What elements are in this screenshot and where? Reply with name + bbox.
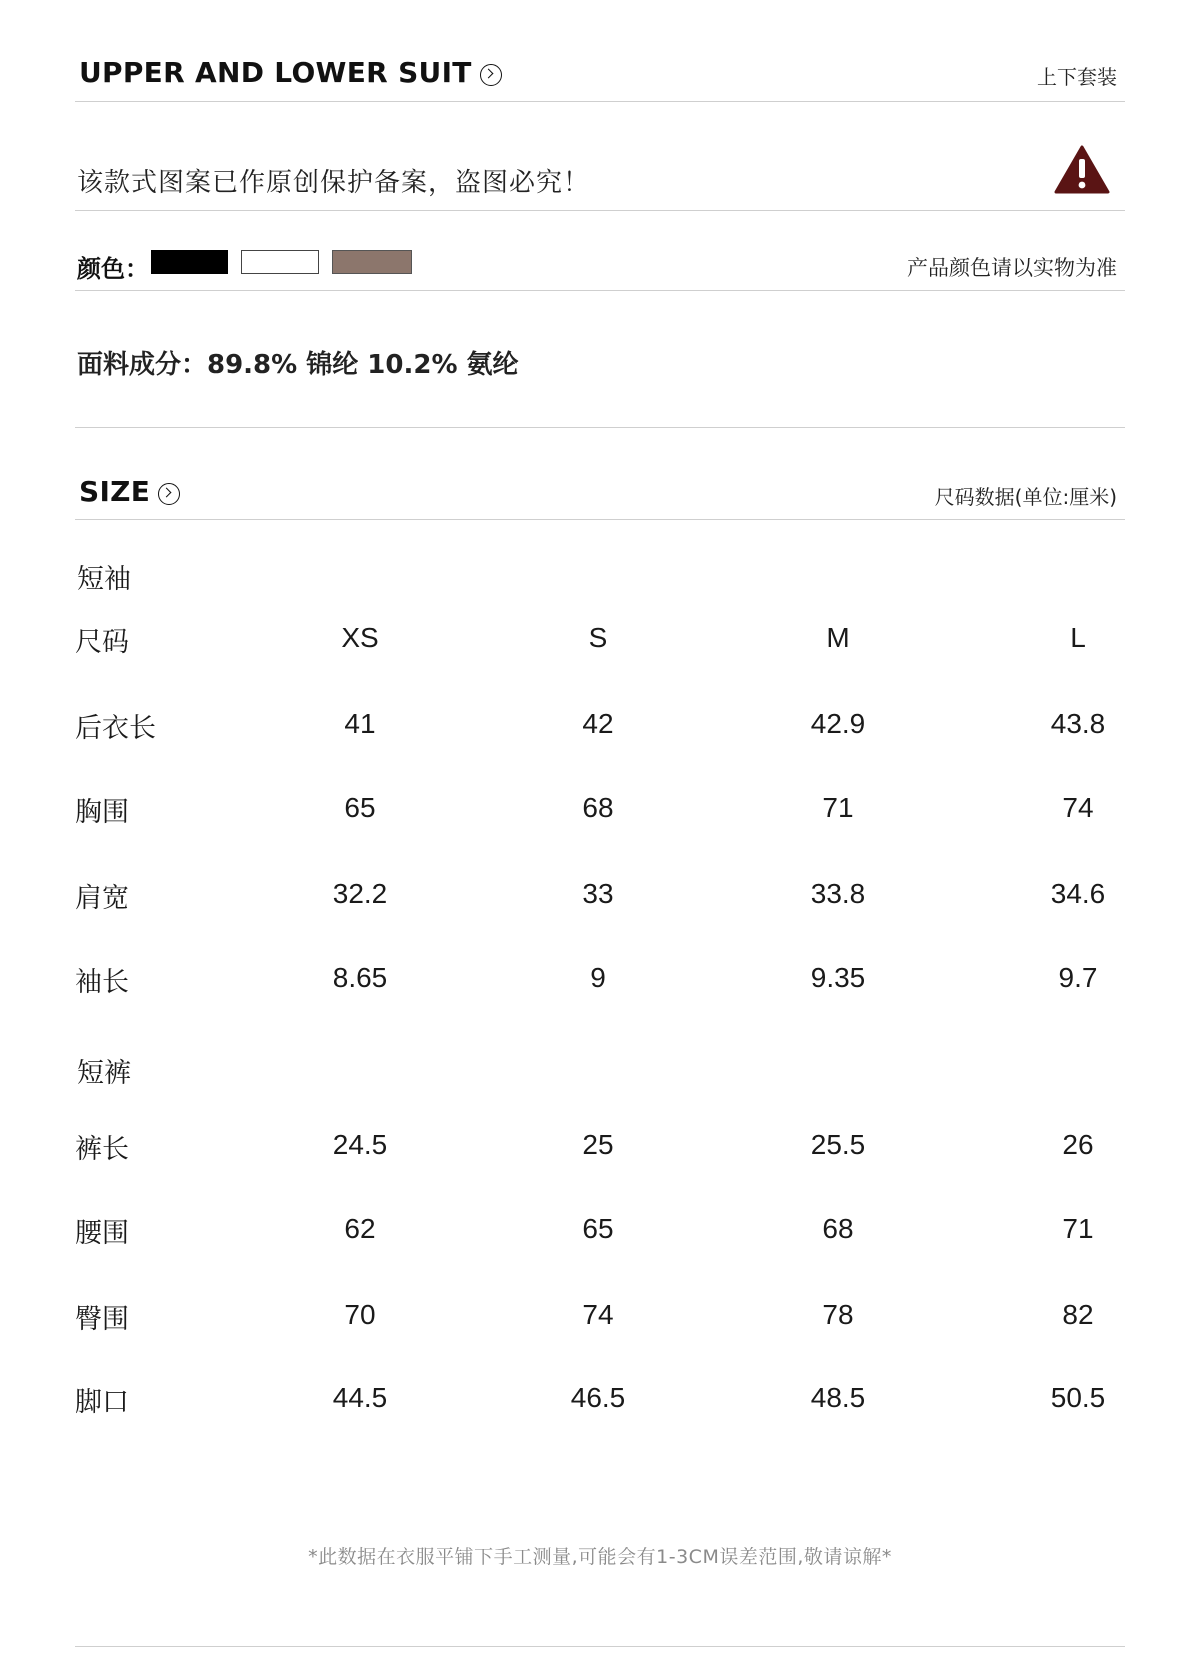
- size-value-cell: 34.6: [1050, 878, 1106, 909]
- suit-note: 上下套装: [1037, 65, 1117, 89]
- table-row: [75, 1380, 1125, 1420]
- size-value-cell: 68: [822, 1213, 854, 1244]
- footnote: *此数据在衣服平铺下手工测量,可能会有1-3CM误差范围,敬请谅解*: [308, 1546, 892, 1568]
- size-value-cell: 65: [582, 1213, 614, 1244]
- size-value-cell: 48.5: [810, 1382, 866, 1413]
- size-column-label: 尺码: [75, 627, 129, 658]
- size-title: SIZE: [79, 475, 151, 508]
- size-value-cell: 50.5: [1050, 1382, 1106, 1413]
- row-label: 肩宽: [75, 883, 129, 914]
- unit-note: 尺码数据(单位:厘米): [934, 485, 1117, 509]
- size-heading-cell: M: [826, 622, 850, 653]
- table-row: [75, 1211, 1125, 1251]
- page-title: UPPER AND LOWER SUIT: [79, 56, 472, 89]
- size-value-cell: 62: [344, 1213, 376, 1244]
- size-value-cell: 71: [822, 792, 854, 823]
- color-note: 产品颜色请以实物为准: [907, 256, 1117, 280]
- size-value-cell: 42: [582, 708, 614, 739]
- color-swatch-black[interactable]: [151, 250, 228, 274]
- header: [79, 56, 1119, 96]
- row-label: 腰围: [75, 1218, 129, 1249]
- size-heading-cell: S: [588, 622, 608, 653]
- table-row: [75, 876, 1125, 916]
- copyright-notice: 该款式图案已作原创保护备案，盗图必究！: [77, 168, 591, 198]
- size-value-cell: 71: [1062, 1213, 1094, 1244]
- table-row: [75, 960, 1125, 1000]
- row-label: 裤长: [75, 1134, 129, 1165]
- color-swatch-taupe[interactable]: [332, 250, 412, 274]
- size-value-cell: 70: [344, 1299, 376, 1330]
- divider: [75, 210, 1125, 211]
- size-value-cell: 78: [822, 1299, 854, 1330]
- size-header-row: [75, 620, 1125, 660]
- size-value-cell: 8.65: [332, 962, 388, 993]
- divider: [75, 519, 1125, 520]
- size-value-cell: 43.8: [1050, 708, 1106, 739]
- size-value-cell: 65: [344, 792, 376, 823]
- size-value-cell: 82: [1062, 1299, 1094, 1330]
- table-row: [75, 706, 1125, 746]
- color-swatch-white[interactable]: [241, 250, 319, 274]
- size-value-cell: 42.9: [810, 708, 866, 739]
- warning-triangle-icon: [1054, 145, 1110, 195]
- size-value-cell: 41: [344, 708, 376, 739]
- size-heading-cell: L: [1070, 622, 1086, 653]
- size-value-cell: 26: [1062, 1129, 1094, 1160]
- divider: [75, 101, 1125, 102]
- size-value-cell: 25: [582, 1129, 614, 1160]
- row-label: 臀围: [75, 1304, 129, 1335]
- row-label: 袖长: [75, 967, 129, 998]
- size-value-cell: 33: [582, 878, 614, 909]
- size-value-cell: 25.5: [810, 1129, 866, 1160]
- divider: [75, 427, 1125, 428]
- table-row: [75, 1297, 1125, 1337]
- chevron-right-circle-icon: [158, 483, 180, 505]
- row-label: 脚口: [75, 1387, 129, 1418]
- color-label: 颜色：: [77, 255, 149, 283]
- size-heading-cell: XS: [341, 622, 379, 653]
- size-value-cell: 44.5: [332, 1382, 388, 1413]
- size-value-cell: 24.5: [332, 1129, 388, 1160]
- size-value-cell: 9.7: [1058, 962, 1098, 993]
- size-value-cell: 74: [582, 1299, 614, 1330]
- chevron-right-circle-icon: [480, 64, 502, 86]
- size-value-cell: 32.2: [332, 878, 388, 909]
- row-label: 后衣长: [75, 713, 156, 744]
- row-label: 胸围: [75, 797, 129, 828]
- fabric-composition: 面料成分：89.8% 锦纶 10.2% 氨纶: [77, 350, 519, 380]
- divider: [75, 290, 1125, 291]
- table-row: [75, 1127, 1125, 1167]
- size-value-cell: 9: [590, 962, 606, 993]
- size-header: [79, 475, 180, 508]
- size-value-cell: 46.5: [570, 1382, 626, 1413]
- table-row: [75, 790, 1125, 830]
- size-value-cell: 33.8: [810, 878, 866, 909]
- top-section-label: 短袖: [77, 564, 131, 595]
- size-value-cell: 9.35: [810, 962, 866, 993]
- size-value-cell: 74: [1062, 792, 1094, 823]
- divider: [75, 1646, 1125, 1647]
- bottom-section-label: 短裤: [77, 1058, 131, 1089]
- size-value-cell: 68: [582, 792, 614, 823]
